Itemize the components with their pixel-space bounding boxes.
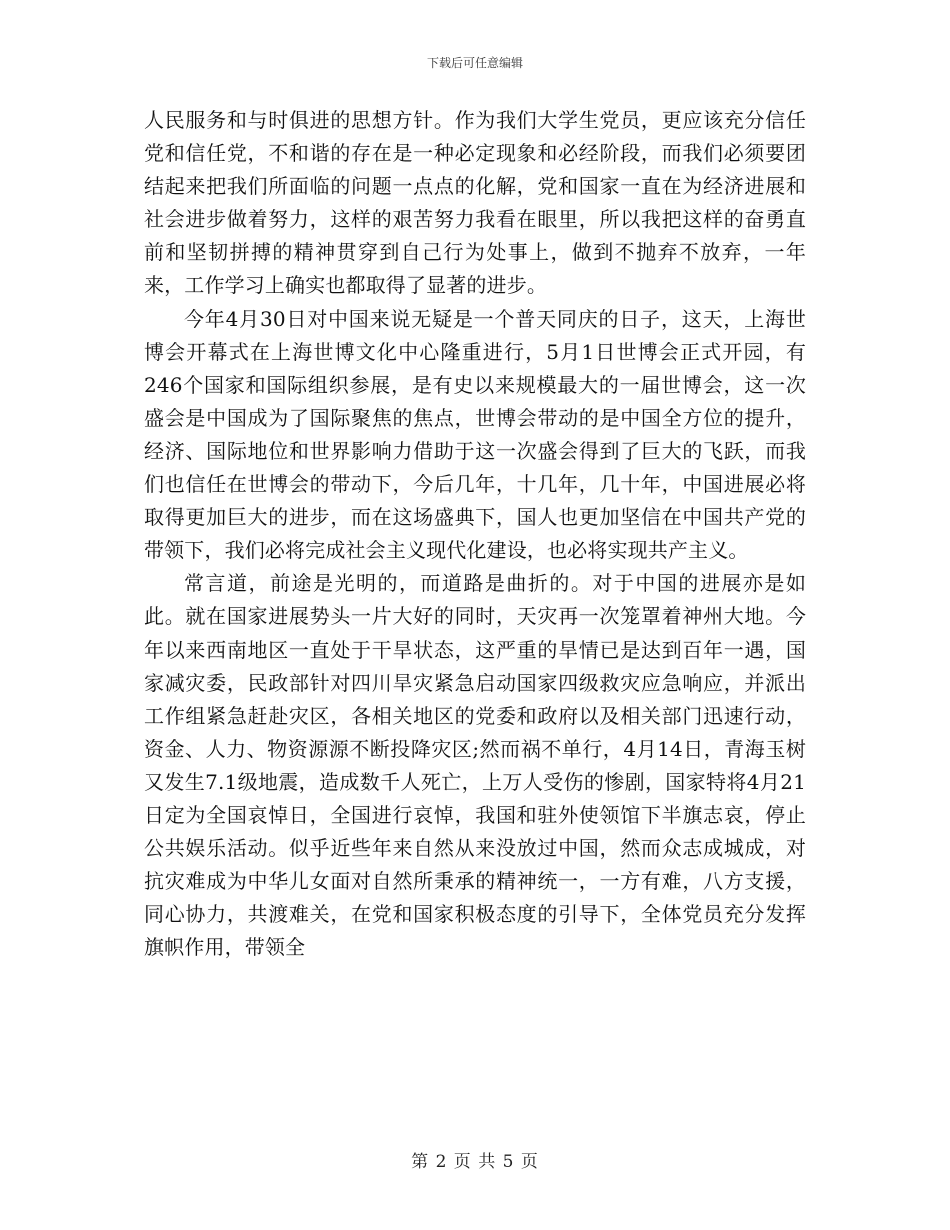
page-number: 第 2 页 共 5 页 [411, 1152, 539, 1172]
paragraph-expo: 今年4月30日对中国来说无疑是一个普天同庆的日子，这天，上海世博会开幕式在上海世博文化中心隆重进行，5月1日世博会正式开园，有246个国家和国际组织参展，是有史以来规模最大的一届世博会，这一次盛会是中国成为了国际聚焦的焦点，世博会带动的是中国全方位的提升，经济、国际地位和世界影响力借助于这一次盛会得到了巨大的飞跃，而我们也信任在世博会的带动下，今后几年，十几年，几十年，中国进展必将取得更加巨大的进步，而在这场盛典下，国人也更加坚信在中国共产党的带领下，我们必将完成社会主义现代化建设，也必将实现共产主义。 [144, 306, 806, 563]
paragraph-disasters: 常言道，前途是光明的，而道路是曲折的。对于中国的进展亦是如此。就在国家进展势头一片大好的同时，天灾再一次笼罩着神州大地。今年以来西南地区一直处于干旱状态，这严重的旱情已是达到百年一遇，国家减灾委，民政部针对四川旱灾紧急启动国家四级救灾应急响应，并派出工作组紧急赶赴灾区，各相关地区的党委和政府以及相关部门迅速行动，资金、人力、物资源源不断投降灾区;然而祸不单行，4月14日，青海玉树又发生7.1级地震，造成数千人死亡，上万人受伤的惨剧，国家特将4月21日定为全国哀悼日，全国进行哀悼，我国和驻外使领馆下半旗志哀，停止公共娱乐活动。似乎近些年来自然从来没放过中国，然而众志成城成，对抗灾难成为中华儿女面对自然所秉承的精神统一，一方有难，八方支援，同心协力，共渡难关，在党和国家积极态度的引导下，全体党员充分发挥旗帜作用，带领全 [144, 571, 806, 960]
page-header-note: 下载后可任意编辑 [426, 56, 523, 70]
paragraph-continuation: 人民服务和与时俱进的思想方针。作为我们大学生党员，更应该充分信任党和信任党，不和谐的存在是一种必定现象和必经阶段，而我们必须要团结起来把我们所面临的问题一点点的化解，党和国家一直在为经济进展和社会进步做着努力，这样的艰苦努力我看在眼里，所以我把这样的奋勇直前和坚韧拼搏的精神贯穿到自己行为处事上，做到不抛弃不放弃，一年来，工作学习上确实也都取得了显著的进步。 [144, 108, 806, 298]
document-body [144, 104, 806, 964]
